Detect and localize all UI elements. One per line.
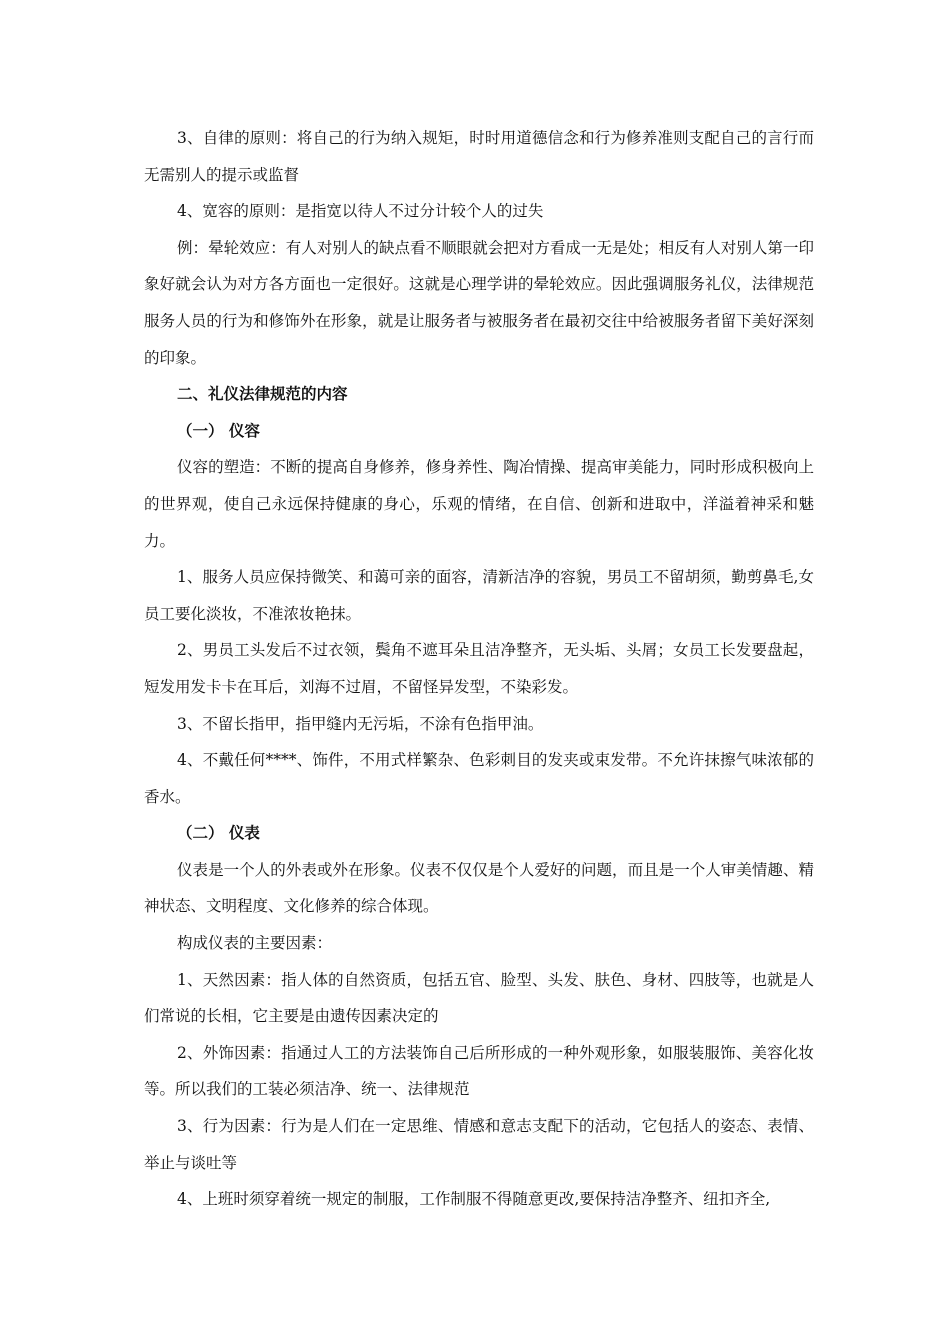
paragraph-appearance-rule-1: 1、服务人员应保持微笑、和蔼可亲的面容，清新洁净的容貌，男员工不留胡须，勤剪鼻毛,女员工要化淡妆，不准浓妆艳抹。 <box>144 568 814 623</box>
paragraph-appearance-shaping: 仪容的塑造：不断的提高自身修养，修身养性、陶冶情操、提高审美能力，同时形成积极向上的世界观，使自己永远保持健康的身心，乐观的情绪，在自信、创新和进取中，洋溢着神采和魅力。 <box>144 458 814 550</box>
paragraph-appearance-rule-2: 2、男员工头发后不过衣领，鬓角不遮耳朵且洁净整齐，无头垢、头屑；女员工长发要盘起，短发用发卡卡在耳后，刘海不过眉，不留怪异发型，不染彩发。 <box>144 641 814 696</box>
paragraph-self-discipline: 3、自律的原则：将自己的行为纳入规矩，时时用道德信念和行为修养准则支配自己的言行而无需别人的提示或监督 <box>144 129 814 184</box>
subheading-demeanor: （二） 仪表 <box>177 823 260 843</box>
paragraph-uniform-rule: 4、上班时须穿着统一规定的制服，工作制服不得随意更改,要保持洁净整齐、纽扣齐全, <box>177 1190 771 1209</box>
paragraph-tolerance: 4、宽容的原则：是指宽以待人不过分计较个人的过失 <box>177 202 544 221</box>
section-heading-etiquette-content: 二、礼仪法律规范的内容 <box>177 384 348 404</box>
document-body <box>144 120 814 1218</box>
paragraph-halo-effect: 例：晕轮效应：有人对别人的缺点看不顺眼就会把对方看成一无是处；相反有人对别人第一印象好就会认为对方各方面也一定很好。这就是心理学讲的晕轮效应。因此强调服务礼仪，法律规范服务人员的行为和修饰外在形象，就是让服务者与被服务者在最初交往中给被服务者留下美好深刻的印象。 <box>144 238 814 367</box>
paragraph-demeanor-definition: 仪表是一个人的外表或外在形象。仪表不仅仅是个人爱好的问题，而且是一个人审美情趣、精神状态、文明程度、文化修养的综合体现。 <box>144 860 814 916</box>
paragraph-appearance-rule-4: 4、不戴任何****、饰件，不用式样繁杂、色彩刺目的发夹或束发带。不允许抹擦气味浓郁的香水。 <box>144 751 814 806</box>
paragraph-factor-external: 2、外饰因素：指通过人工的方法装饰自己后所形成的一种外观形象，如服装服饰、美容化妆等。所以我们的工装必须洁净、统一、法律规范 <box>144 1043 814 1099</box>
subheading-appearance: （一） 仪容 <box>177 420 260 440</box>
paragraph-factor-natural: 1、天然因素：指人体的自然资质，包括五官、脸型、头发、肤色、身材、四肢等，也就是人们常说的长相，它主要是由遗传因素决定的 <box>144 970 814 1026</box>
paragraph-appearance-rule-3: 3、不留长指甲，指甲缝内无污垢，不涂有色指甲油。 <box>177 714 544 733</box>
paragraph-demeanor-factors-intro: 构成仪表的主要因素： <box>177 934 333 953</box>
paragraph-factor-behavior: 3、行为因素：行为是人们在一定思维、情感和意志支配下的活动，它包括人的姿态、表情、举止与谈吐等 <box>144 1117 814 1172</box>
